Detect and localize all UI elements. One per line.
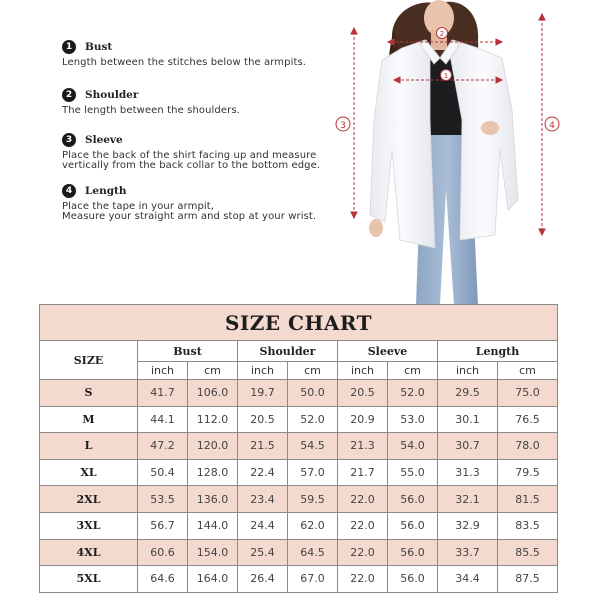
size-cell: M xyxy=(40,406,138,433)
value-cell: 20.9 xyxy=(338,406,388,433)
table-row xyxy=(40,433,558,460)
value-cell: 30.7 xyxy=(438,433,498,460)
value-cell: 47.2 xyxy=(138,433,188,460)
sleeve-header: Sleeve xyxy=(338,341,438,362)
guide-sleeve xyxy=(62,132,352,171)
value-cell: 136.0 xyxy=(188,486,238,513)
unit-header: cm xyxy=(388,362,438,380)
size-chart-table xyxy=(39,304,558,593)
unit-header: cm xyxy=(498,362,558,380)
value-cell: 54.0 xyxy=(388,433,438,460)
guide-shoulder xyxy=(62,87,352,116)
value-cell: 29.5 xyxy=(438,380,498,407)
marker-2: 2 xyxy=(439,30,445,38)
value-cell: 75.0 xyxy=(498,380,558,407)
value-cell: 19.7 xyxy=(238,380,288,407)
unit-header: cm xyxy=(188,362,238,380)
value-cell: 53.5 xyxy=(138,486,188,513)
marker-4: 4 xyxy=(549,121,555,131)
table-row xyxy=(40,406,558,433)
size-cell: S xyxy=(40,380,138,407)
value-cell: 79.5 xyxy=(498,459,558,486)
value-cell: 128.0 xyxy=(188,459,238,486)
guide-length xyxy=(62,183,352,222)
number-badge: 3 xyxy=(62,133,76,147)
value-cell: 23.4 xyxy=(238,486,288,513)
value-cell: 44.1 xyxy=(138,406,188,433)
unit-header: inch xyxy=(438,362,498,380)
size-cell: 4XL xyxy=(40,539,138,566)
value-cell: 87.5 xyxy=(498,566,558,593)
guide-description: Place the back of the shirt facing up and measure vertically from the back collar to the bottom edge. xyxy=(62,150,321,171)
bust-header: Bust xyxy=(138,341,238,362)
value-cell: 83.5 xyxy=(498,512,558,539)
unit-header: cm xyxy=(288,362,338,380)
value-cell: 50.0 xyxy=(288,380,338,407)
value-cell: 64.5 xyxy=(288,539,338,566)
value-cell: 20.5 xyxy=(338,380,388,407)
table-row xyxy=(40,566,558,593)
value-cell: 56.0 xyxy=(388,566,438,593)
value-cell: 60.6 xyxy=(138,539,188,566)
size-rows xyxy=(40,380,558,593)
number-badge: 2 xyxy=(62,88,76,102)
unit-header: inch xyxy=(338,362,388,380)
table-row xyxy=(40,380,558,407)
model-photo xyxy=(330,0,570,305)
size-cell: 2XL xyxy=(40,486,138,513)
number-badge: 1 xyxy=(62,40,76,54)
table-row xyxy=(40,539,558,566)
guide-title: Length xyxy=(85,185,127,197)
value-cell: 22.0 xyxy=(338,512,388,539)
size-header: SIZE xyxy=(40,341,138,380)
value-cell: 34.4 xyxy=(438,566,498,593)
value-cell: 64.6 xyxy=(138,566,188,593)
value-cell: 53.0 xyxy=(388,406,438,433)
value-cell: 154.0 xyxy=(188,539,238,566)
unit-header: inch xyxy=(138,362,188,380)
value-cell: 144.0 xyxy=(188,512,238,539)
guide-title: Sleeve xyxy=(85,134,123,146)
value-cell: 106.0 xyxy=(188,380,238,407)
value-cell: 62.0 xyxy=(288,512,338,539)
size-cell: 5XL xyxy=(40,566,138,593)
guide-description: Place the tape in your armpit, Measure your straight arm and stop at your wrist. xyxy=(62,201,317,222)
value-cell: 21.3 xyxy=(338,433,388,460)
value-cell: 22.4 xyxy=(238,459,288,486)
guide-title: Bust xyxy=(85,41,113,53)
guide-title: Shoulder xyxy=(85,89,139,101)
value-cell: 164.0 xyxy=(188,566,238,593)
value-cell: 32.9 xyxy=(438,512,498,539)
value-cell: 57.0 xyxy=(288,459,338,486)
value-cell: 41.7 xyxy=(138,380,188,407)
size-cell: XL xyxy=(40,459,138,486)
value-cell: 26.4 xyxy=(238,566,288,593)
marker-1: 1 xyxy=(443,72,449,80)
number-badge: 4 xyxy=(62,184,76,198)
value-cell: 76.5 xyxy=(498,406,558,433)
value-cell: 59.5 xyxy=(288,486,338,513)
size-cell: L xyxy=(40,433,138,460)
value-cell: 52.0 xyxy=(388,380,438,407)
value-cell: 22.0 xyxy=(338,486,388,513)
guide-description: The length between the shoulders. xyxy=(62,105,240,116)
value-cell: 54.5 xyxy=(288,433,338,460)
shoulder-header: Shoulder xyxy=(238,341,338,362)
value-cell: 56.7 xyxy=(138,512,188,539)
value-cell: 56.0 xyxy=(388,539,438,566)
value-cell: 21.5 xyxy=(238,433,288,460)
value-cell: 85.5 xyxy=(498,539,558,566)
value-cell: 81.5 xyxy=(498,486,558,513)
table-row xyxy=(40,459,558,486)
value-cell: 32.1 xyxy=(438,486,498,513)
unit-header: inch xyxy=(238,362,288,380)
value-cell: 55.0 xyxy=(388,459,438,486)
value-cell: 112.0 xyxy=(188,406,238,433)
guide-bust xyxy=(62,39,352,68)
value-cell: 24.4 xyxy=(238,512,288,539)
value-cell: 25.4 xyxy=(238,539,288,566)
value-cell: 30.1 xyxy=(438,406,498,433)
value-cell: 56.0 xyxy=(388,512,438,539)
value-cell: 50.4 xyxy=(138,459,188,486)
value-cell: 22.0 xyxy=(338,539,388,566)
value-cell: 21.7 xyxy=(338,459,388,486)
value-cell: 67.0 xyxy=(288,566,338,593)
value-cell: 20.5 xyxy=(238,406,288,433)
table-row xyxy=(40,512,558,539)
marker-3: 3 xyxy=(340,121,346,131)
chart-title: SIZE CHART xyxy=(40,305,558,341)
value-cell: 31.3 xyxy=(438,459,498,486)
table-row xyxy=(40,486,558,513)
guide-description: Length between the stitches below the armpits. xyxy=(62,57,307,68)
length-header: Length xyxy=(438,341,558,362)
value-cell: 22.0 xyxy=(338,566,388,593)
value-cell: 120.0 xyxy=(188,433,238,460)
size-cell: 3XL xyxy=(40,512,138,539)
value-cell: 52.0 xyxy=(288,406,338,433)
value-cell: 56.0 xyxy=(388,486,438,513)
value-cell: 33.7 xyxy=(438,539,498,566)
value-cell: 78.0 xyxy=(498,433,558,460)
